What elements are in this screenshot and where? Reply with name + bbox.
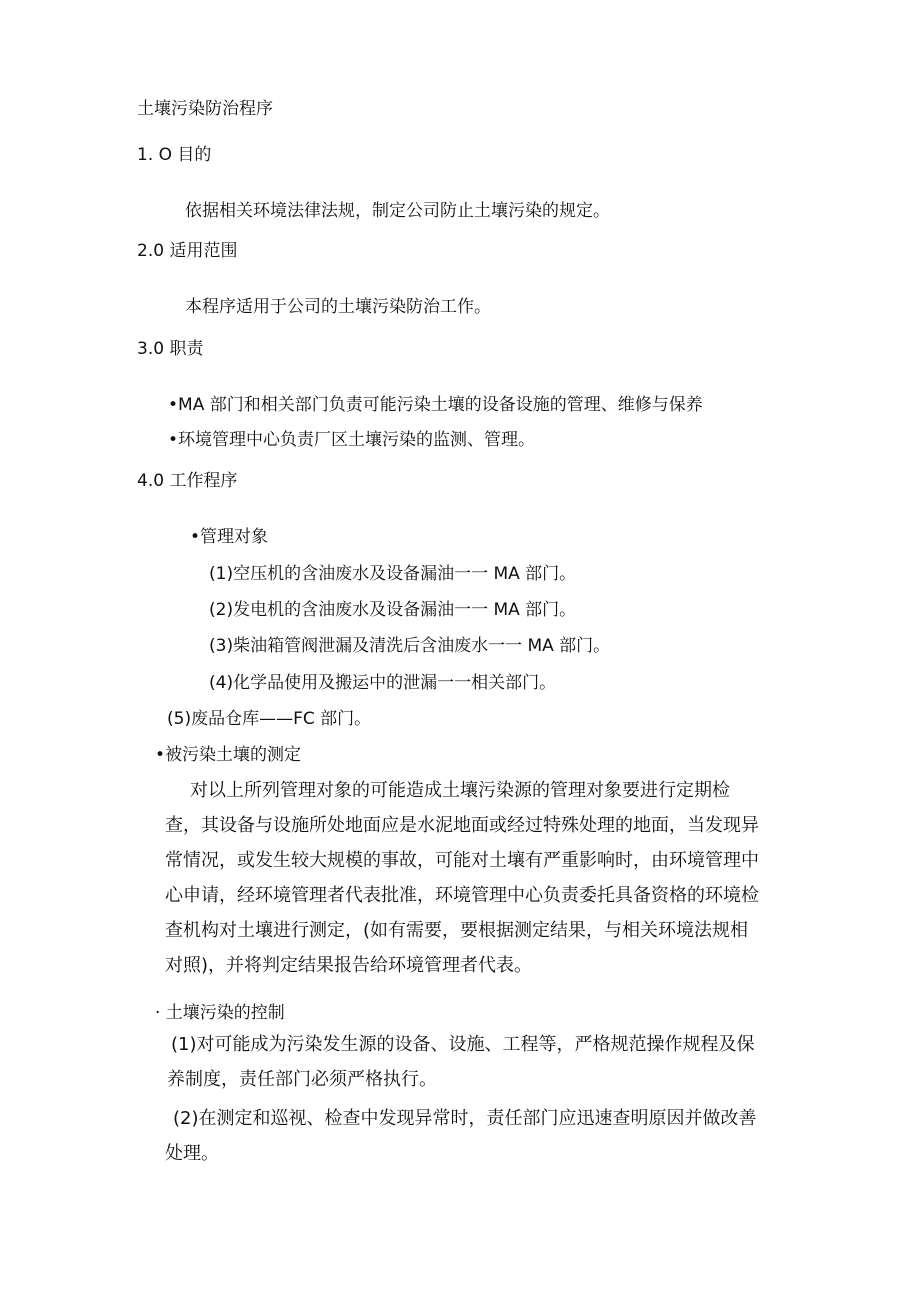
subheading-soil-control: · 土壤污染的控制 — [155, 1003, 285, 1023]
paragraph-line: 常情况，或发生较大规模的事故，可能对土壤有严重影响时，由环境管理中 — [165, 850, 759, 871]
list-item: (3)柴油箱管阀泄漏及清洗后含油废水一一 MA 部门。 — [209, 636, 611, 656]
section-heading-purpose: 1. O 目的 — [137, 145, 212, 165]
paragraph-line: (1)对可能成为污染发生源的设备、设施、工程等，严格规范操作规程及保 — [171, 1034, 755, 1055]
paragraph-line: 心申请，经环境管理者代表批准，环境管理中心负责委托具备资格的环境检 — [165, 885, 759, 906]
paragraph-line: 查，其设备与设施所处地面应是水泥地面或经过特殊处理的地面，当发现异 — [165, 815, 759, 836]
paragraph-line: (2)在测定和巡视、检查中发现异常时，责任部门应迅速查明原因并做改善 — [173, 1108, 757, 1129]
section-heading-responsibilities: 3.0 职责 — [137, 339, 204, 359]
list-item: •MA 部门和相关部门负责可能污染土壤的设备设施的管理、维修与保养 — [168, 395, 703, 415]
purpose-body: 依据相关环境法律法规，制定公司防止土壤污染的规定。 — [185, 201, 610, 221]
paragraph-line: 对照)，并将判定结果报告给环境管理者代表。 — [165, 955, 533, 976]
subheading-soil-measurement: •被污染土壤的测定 — [155, 745, 302, 765]
section-heading-procedure: 4.0 工作程序 — [137, 471, 238, 491]
list-item: (2)发电机的含油废水及设备漏油一一 MA 部门。 — [209, 600, 577, 620]
list-item: •环境管理中心负责厂区土壤污染的监测、管理。 — [168, 430, 536, 450]
control-item-1 — [165, 1027, 761, 1097]
control-item-2 — [165, 1101, 761, 1171]
document-title: 土壤污染防治程序 — [137, 99, 273, 119]
list-item: (5)废品仓库——FC 部门。 — [167, 709, 372, 729]
scope-body: 本程序适用于公司的土壤污染防治工作。 — [185, 297, 491, 317]
paragraph-line: 处理。 — [165, 1143, 219, 1164]
paragraph-line: 查机构对土壤进行测定，(如有需要，要根据测定结果，与相关环境法规相 — [165, 920, 749, 941]
list-item: (4)化学品使用及搬运中的泄漏一一相关部门。 — [209, 673, 557, 693]
list-item: (1)空压机的含油废水及设备漏油一一 MA 部门。 — [209, 564, 577, 584]
section-heading-scope: 2.0 适用范围 — [137, 241, 238, 261]
measurement-paragraph — [165, 773, 761, 983]
paragraph-line: 对以上所列管理对象的可能造成土壤污染源的管理对象要进行定期检 — [190, 780, 730, 801]
paragraph-line: 养制度，责任部门必须严格执行。 — [167, 1069, 437, 1090]
subheading-management-objects: •管理对象 — [190, 527, 269, 547]
